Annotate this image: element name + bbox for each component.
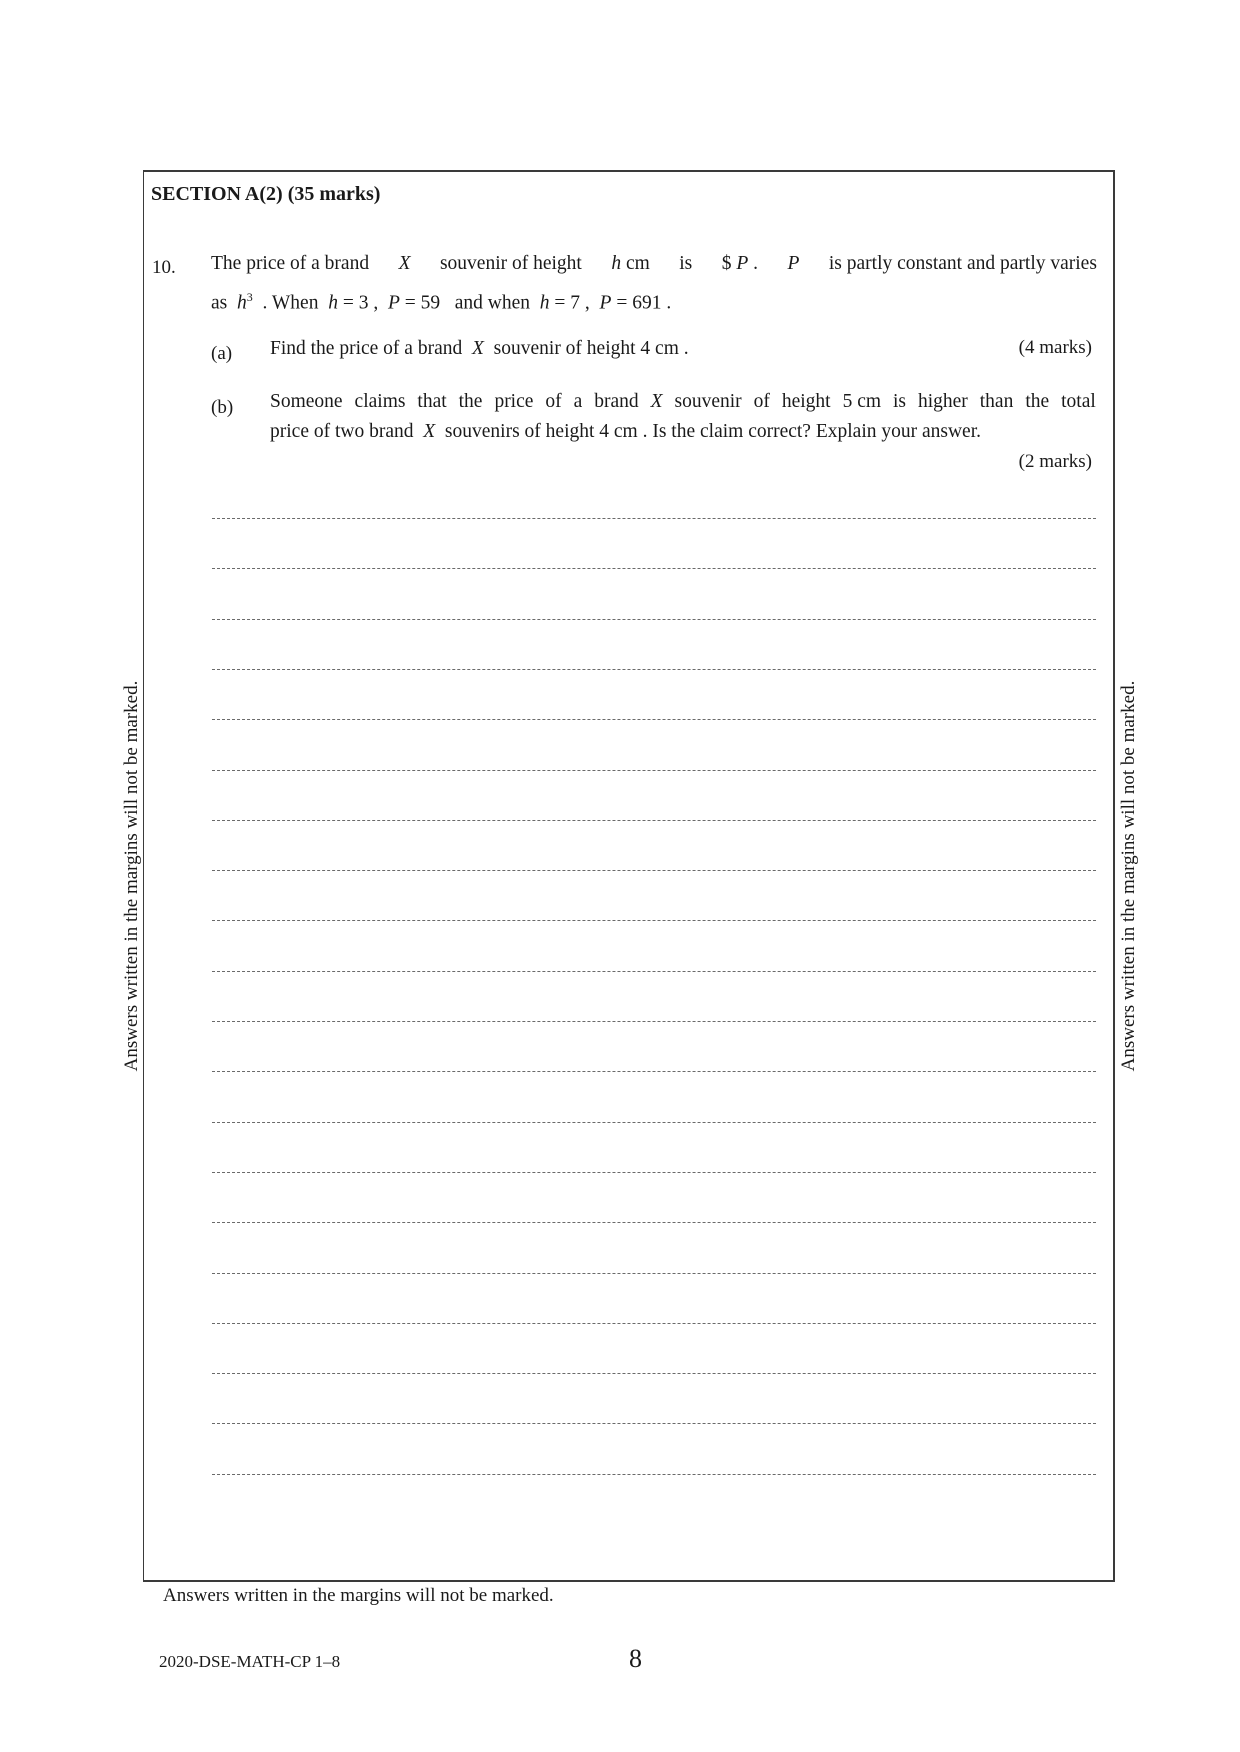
page-number: 8 [629,1644,642,1673]
part-a-marks: (4 marks) [1018,337,1092,358]
part-b-marks: (2 marks) [1018,451,1092,472]
answer-line[interactable] [212,1423,1096,1424]
stem-var-p: P [787,253,800,274]
bottom-margin-notice: Answers written in the margins will not be marked. [163,1585,554,1606]
answer-line[interactable] [212,719,1096,720]
answer-line[interactable] [212,870,1096,871]
question-stem-line-1 [211,253,1097,275]
answer-line[interactable] [212,568,1096,569]
answer-line[interactable] [212,770,1096,771]
stem-height-unit: h cm [611,253,650,274]
part-a-text: Find the price of a brand X souvenir of height 4 cm . [270,338,689,359]
answer-line[interactable] [212,1172,1096,1173]
answer-line[interactable] [212,920,1096,921]
stem-word: is partly constant and partly varies [828,253,1097,274]
question-stem-line-2: as $h^3$ . When h = 3 , P = 59 and when h = 7 , P = 691 . [211,290,672,314]
answer-line[interactable] [212,971,1096,972]
answer-line[interactable] [212,820,1096,821]
stem-var-x: X [398,253,411,274]
answer-line[interactable] [212,1373,1096,1374]
question-number: 10. [152,257,176,278]
answer-line[interactable] [212,1273,1096,1274]
answer-line[interactable] [212,1474,1096,1475]
answer-box [143,170,1115,1582]
answer-line[interactable] [212,619,1096,620]
part-b-line-2: price of two brand X souvenirs of height 4 cm . Is the claim correct? Explain your answer. [270,421,982,442]
part-a-label: (a) [211,343,233,364]
left-margin-notice: Answers written in the margins will not be marked. [121,680,142,1072]
answer-line[interactable] [212,1323,1096,1324]
stem-word: souvenir of height [439,253,582,274]
paper-code: 2020-DSE-MATH-CP 1–8 [159,1652,341,1671]
stem-word: The price of a brand [211,253,370,274]
part-b-label: (b) [211,397,234,418]
part-b-line-1: Someone claims that the price of a brand X souvenir of height 5 cm is higher than the total [270,391,1096,412]
stem-price: $ P . [721,253,759,274]
stem-word: is [679,253,693,274]
answer-line[interactable] [212,1071,1096,1072]
answer-line[interactable] [212,1021,1096,1022]
right-margin-notice: Answers written in the margins will not be marked. [1118,680,1139,1072]
answer-line[interactable] [212,669,1096,670]
answer-line[interactable] [212,1222,1096,1223]
answer-line[interactable] [212,1122,1096,1123]
answer-line[interactable] [212,518,1096,519]
section-title: SECTION A(2) (35 marks) [151,183,381,205]
